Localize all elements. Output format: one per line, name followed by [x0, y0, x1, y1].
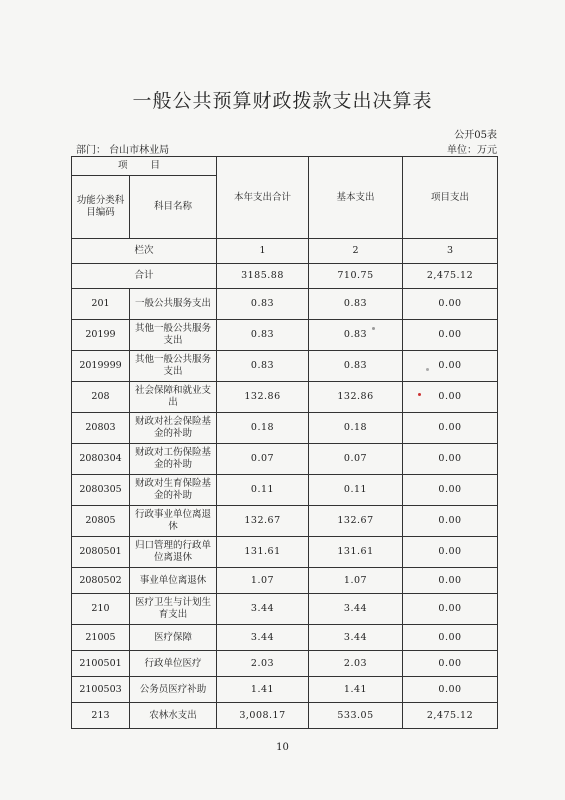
page-number: 10: [276, 742, 289, 753]
row-name: 归口管理的行政单位离退休: [130, 537, 217, 568]
row-code: 2080501: [72, 537, 130, 568]
row-project: 0.00: [403, 677, 498, 703]
row-basic: 131.61: [309, 537, 403, 568]
row-total: 3,008.17: [217, 703, 309, 729]
table-row: [72, 651, 498, 677]
header-col2: 2: [309, 239, 403, 264]
table-row: [72, 444, 498, 475]
table-row: [72, 568, 498, 594]
row-name: 一般公共服务支出: [130, 289, 217, 320]
row-basic: 0.07: [309, 444, 403, 475]
page-title: 一般公共预算财政拨款支出决算表: [132, 90, 433, 112]
row-total: 0.18: [217, 413, 309, 444]
row-name: 其他一般公共服务支出: [130, 320, 217, 351]
row-name: 行政事业单位离退休: [130, 506, 217, 537]
total-basic: 710.75: [309, 264, 403, 289]
scan-mark: [426, 368, 429, 371]
row-code: 201: [72, 289, 130, 320]
table-row: [72, 382, 498, 413]
row-project: 0.00: [403, 506, 498, 537]
row-basic: 1.07: [309, 568, 403, 594]
header-col1: 1: [217, 239, 309, 264]
row-code: 208: [72, 382, 130, 413]
row-project: 0.00: [403, 475, 498, 506]
table-row: [72, 351, 498, 382]
row-total: 131.61: [217, 537, 309, 568]
table-row: [72, 594, 498, 625]
row-project: 0.00: [403, 625, 498, 651]
table-row: [72, 320, 498, 351]
row-total: 0.11: [217, 475, 309, 506]
header-subject-name: 科目名称: [130, 176, 217, 239]
row-project: 0.00: [403, 413, 498, 444]
row-total: 3.44: [217, 625, 309, 651]
row-total: 2.03: [217, 651, 309, 677]
header-col3: 3: [403, 239, 498, 264]
total-label: 合计: [72, 264, 217, 289]
form-number: 公开05表: [454, 130, 497, 141]
row-project: 2,475.12: [403, 703, 498, 729]
row-name: 行政单位医疗: [130, 651, 217, 677]
row-basic: 0.11: [309, 475, 403, 506]
table-row: [72, 506, 498, 537]
row-basic: 3.44: [309, 625, 403, 651]
row-name: 财政对社会保险基金的补助: [130, 413, 217, 444]
row-basic: 533.05: [309, 703, 403, 729]
row-project: 0.00: [403, 651, 498, 677]
row-basic: 0.83: [309, 320, 403, 351]
row-project: 0.00: [403, 444, 498, 475]
row-code: 2100501: [72, 651, 130, 677]
table-row: [72, 413, 498, 444]
row-project: 0.00: [403, 289, 498, 320]
header-total: 本年支出合计: [217, 157, 309, 239]
header-column-label: 栏次: [72, 239, 217, 264]
row-name: 公务员医疗补助: [130, 677, 217, 703]
table-row: [72, 677, 498, 703]
scan-mark: [418, 393, 421, 396]
unit-label: 单位：万元: [447, 145, 497, 156]
row-code: 2080304: [72, 444, 130, 475]
row-code: 210: [72, 594, 130, 625]
row-total: 132.86: [217, 382, 309, 413]
row-name: 事业单位离退休: [130, 568, 217, 594]
row-code: 2080502: [72, 568, 130, 594]
header-item: 项 目: [72, 157, 217, 176]
row-total: 1.41: [217, 677, 309, 703]
row-basic: 1.41: [309, 677, 403, 703]
row-code: 21005: [72, 625, 130, 651]
row-name: 农林水支出: [130, 703, 217, 729]
row-basic: 0.18: [309, 413, 403, 444]
row-basic: 132.67: [309, 506, 403, 537]
department-label: 部门： 台山市林业局: [76, 145, 170, 156]
row-name: 财政对生育保险基金的补助: [130, 475, 217, 506]
row-code: 20805: [72, 506, 130, 537]
row-name: 财政对工伤保险基金的补助: [130, 444, 217, 475]
row-basic: 0.83: [309, 289, 403, 320]
row-total: 0.83: [217, 351, 309, 382]
row-name: 医疗卫生与计划生育支出: [130, 594, 217, 625]
row-project: 0.00: [403, 568, 498, 594]
row-project: 0.00: [403, 594, 498, 625]
header-project: 项目支出: [403, 157, 498, 239]
row-code: 2019999: [72, 351, 130, 382]
row-name: 社会保障和就业支出: [130, 382, 217, 413]
row-total: 132.67: [217, 506, 309, 537]
row-code: 213: [72, 703, 130, 729]
row-project: 0.00: [403, 351, 498, 382]
row-code: 20803: [72, 413, 130, 444]
row-code: 20199: [72, 320, 130, 351]
total-total: 3185.88: [217, 264, 309, 289]
row-total: 0.83: [217, 320, 309, 351]
scan-mark: [372, 327, 375, 330]
row-basic: 2.03: [309, 651, 403, 677]
table-row: [72, 475, 498, 506]
row-project: 0.00: [403, 382, 498, 413]
row-total: 3.44: [217, 594, 309, 625]
row-project: 0.00: [403, 320, 498, 351]
table-row: [72, 289, 498, 320]
total-project: 2,475.12: [403, 264, 498, 289]
header-func-code: 功能分类科目编码: [72, 176, 130, 239]
row-code: 2080305: [72, 475, 130, 506]
expenditure-table: [71, 156, 498, 729]
row-total: 1.07: [217, 568, 309, 594]
row-name: 其他一般公共服务支出: [130, 351, 217, 382]
header-basic: 基本支出: [309, 157, 403, 239]
table-row: [72, 625, 498, 651]
row-basic: 3.44: [309, 594, 403, 625]
table-row: [72, 537, 498, 568]
row-basic: 0.83: [309, 351, 403, 382]
row-name: 医疗保障: [130, 625, 217, 651]
total-row: [72, 264, 498, 289]
table-row: [72, 703, 498, 729]
row-code: 2100503: [72, 677, 130, 703]
row-total: 0.83: [217, 289, 309, 320]
row-total: 0.07: [217, 444, 309, 475]
row-project: 0.00: [403, 537, 498, 568]
row-basic: 132.86: [309, 382, 403, 413]
